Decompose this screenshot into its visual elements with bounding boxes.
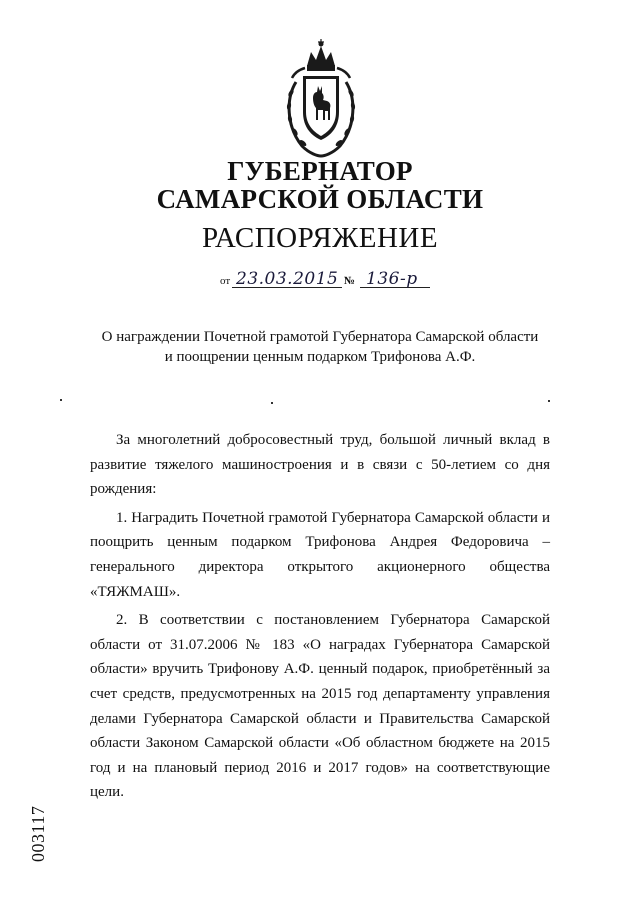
document-body xyxy=(90,428,550,805)
date-label: от xyxy=(220,275,231,287)
body-item-2: 2. В соответствии с постановлением Губернатора Самарской области от 31.07.2006 № 183 «О наградах Губернатора Самарской области» вручить Трифонову А.Ф. ценный подарок, приобретённый за счет средств, предусмотренных на 2015 год департаменту управления делами Губернатора Самарской области и Правительства Самарской области Законом Самарской области «Об областном бюджете на 2015 год и на плановый период 2016 и 2017 годов» на соответствующие цели. xyxy=(90,612,550,801)
body-intro: За многолетний добросовестный труд, большой личный вклад в развитие тяжелого машиностроения и в связи с 50-летием со дня рождения: xyxy=(90,432,550,498)
document-serial-number: 003117 xyxy=(28,805,48,862)
handwritten-number: 136-р xyxy=(366,269,418,289)
scan-mark xyxy=(548,400,550,402)
scan-mark xyxy=(60,399,62,401)
authority-title-line2: САМАРСКОЙ ОБЛАСТИ xyxy=(156,184,484,214)
samara-coat-of-arms-icon xyxy=(280,38,362,164)
document-type: РАСПОРЯЖЕНИЕ xyxy=(201,222,439,254)
document-subject xyxy=(0,327,640,367)
handwritten-date: 23.03.2015 xyxy=(236,269,339,289)
date-number-line xyxy=(220,270,440,296)
authority-title-line1: ГУБЕРНАТОР xyxy=(227,156,413,186)
subject-line2: и поощрении ценным подарком Трифонова А.Ф. xyxy=(164,349,476,365)
scan-mark xyxy=(271,402,273,404)
body-item-1: 1. Наградить Почетной грамотой Губернатора Самарской области и поощрить ценным подарком Трифонова Андрея Федоровича – генерального директора открытого акционерного общества «ТЯЖМАШ». xyxy=(90,509,550,600)
subject-line1: О награждении Почетной грамотой Губернатора Самарской области xyxy=(101,329,539,345)
number-label: № xyxy=(344,275,356,287)
